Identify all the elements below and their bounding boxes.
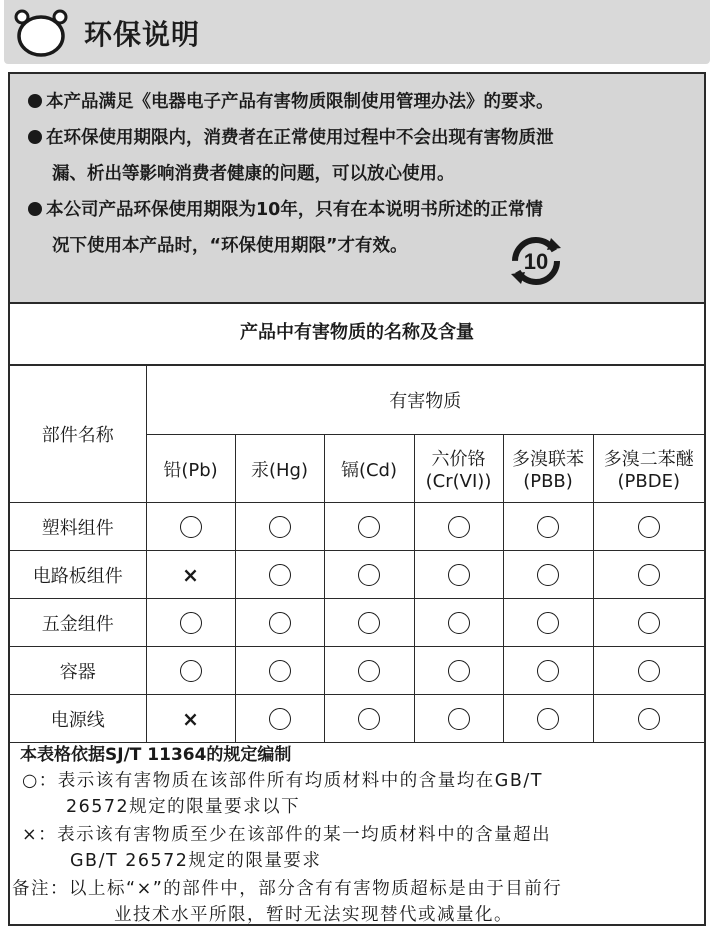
bullet-icon (28, 130, 42, 144)
remark-cont: 业技术水平所限，暂时无法实现替代或减量化。 (114, 905, 513, 925)
within-limit-mark (324, 551, 414, 599)
circle-mark (448, 612, 470, 634)
note-2-cont: 漏、析出等影响消费者健康的问题，可以放心使用。 (52, 164, 455, 184)
within-limit-mark (593, 551, 704, 599)
within-limit-mark (503, 503, 593, 551)
circle-mark (180, 516, 202, 538)
within-limit-mark (235, 695, 324, 743)
within-limit-mark (503, 647, 593, 695)
exceeds-mark (146, 695, 235, 743)
cross-legend: ×：表示该有害物质至少在该部件的某一均质材料中的含量超出 (22, 825, 552, 845)
circle-mark (180, 660, 202, 682)
mark-number: 10 (523, 249, 549, 274)
circle-mark (638, 612, 660, 634)
substance-header: 汞(Hg) (235, 435, 324, 503)
within-limit-mark (414, 503, 503, 551)
table-row (10, 503, 704, 551)
bullet-icon (28, 94, 42, 108)
circle-mark (269, 564, 291, 586)
circle-mark (358, 516, 380, 538)
note-3: 本公司产品环保使用期限为10年，只有在本说明书所述的正常情 (28, 192, 688, 228)
within-limit-mark (146, 647, 235, 695)
substance-header: 镉(Cd) (324, 435, 414, 503)
standard-basis: 本表格依据SJ/T 11364的规定编制 (20, 745, 292, 765)
within-limit-mark (235, 647, 324, 695)
content-frame (8, 72, 706, 926)
table-title: 产品中有害物质的名称及含量 (10, 302, 704, 366)
notes-panel (10, 74, 704, 304)
circle-mark (638, 564, 660, 586)
section-header (4, 0, 710, 64)
circle-mark (180, 612, 202, 634)
hazard-table (10, 364, 704, 743)
cross-mark: × (182, 706, 199, 731)
within-limit-mark (324, 695, 414, 743)
environment-period-10-icon (507, 232, 565, 290)
part-name-header: 部件名称 (10, 365, 146, 503)
circle-mark (358, 612, 380, 634)
within-limit-mark (593, 599, 704, 647)
circle-mark (358, 708, 380, 730)
part-name: 塑料组件 (10, 503, 146, 551)
within-limit-mark (503, 695, 593, 743)
within-limit-mark (414, 551, 503, 599)
remark: 备注：以上标“×”的部件中，部分含有有害物质超标是由于目前行 (12, 879, 563, 899)
within-limit-mark (146, 503, 235, 551)
within-limit-mark (414, 695, 503, 743)
within-limit-mark (503, 599, 593, 647)
substance-header: 多溴二苯醚 (PBDE) (593, 435, 704, 503)
part-name: 五金组件 (10, 599, 146, 647)
within-limit-mark (324, 503, 414, 551)
bear-icon (14, 8, 68, 58)
circle-mark (269, 660, 291, 682)
substance-header: 六价铬 (Cr(VI)) (414, 435, 503, 503)
part-name: 容器 (10, 647, 146, 695)
substance-header: 铅(Pb) (146, 435, 235, 503)
within-limit-mark (235, 599, 324, 647)
within-limit-mark (414, 599, 503, 647)
circle-mark (448, 708, 470, 730)
within-limit-mark (235, 503, 324, 551)
within-limit-mark (593, 503, 704, 551)
circle-mark (448, 660, 470, 682)
circle-mark (638, 516, 660, 538)
circle-mark (269, 708, 291, 730)
substance-group-header: 有害物质 (146, 365, 704, 435)
within-limit-mark (324, 599, 414, 647)
part-name: 电路板组件 (10, 551, 146, 599)
circle-mark (269, 516, 291, 538)
table-row (10, 551, 704, 599)
within-limit-mark (503, 551, 593, 599)
table-row (10, 599, 704, 647)
part-name: 电源线 (10, 695, 146, 743)
circle-legend-cont: 26572规定的限量要求以下 (66, 797, 301, 817)
circle-mark (448, 516, 470, 538)
substance-header: 多溴联苯 (PBB) (503, 435, 593, 503)
circle-mark (537, 612, 559, 634)
within-limit-mark (593, 647, 704, 695)
note-2: 在环保使用期限内，消费者在正常使用过程中不会出现有害物质泄 (28, 120, 688, 156)
circle-mark (358, 660, 380, 682)
bullet-icon (28, 202, 42, 216)
circle-mark (638, 660, 660, 682)
note-3-cont: 况下使用本产品时，“环保使用期限”才有效。 (52, 236, 408, 256)
within-limit-mark (324, 647, 414, 695)
circle-mark (537, 708, 559, 730)
circle-mark (358, 564, 380, 586)
circle-mark (537, 516, 559, 538)
circle-mark (537, 660, 559, 682)
cross-mark: × (182, 562, 199, 587)
within-limit-mark (235, 551, 324, 599)
circle-mark (448, 564, 470, 586)
cross-legend-cont: GB/T 26572规定的限量要求 (70, 851, 322, 871)
table-row (10, 647, 704, 695)
within-limit-mark (146, 599, 235, 647)
circle-mark (537, 564, 559, 586)
circle-mark (269, 612, 291, 634)
exceeds-mark (146, 551, 235, 599)
note-1: 本产品满足《电器电子产品有害物质限制使用管理办法》的要求。 (28, 84, 688, 120)
page-title: 环保说明 (84, 18, 201, 51)
within-limit-mark (414, 647, 503, 695)
within-limit-mark (593, 695, 704, 743)
circle-legend: ○：表示该有害物质在该部件所有均质材料中的含量均在GB/T (22, 771, 543, 791)
circle-mark (638, 708, 660, 730)
table-row (10, 695, 704, 743)
